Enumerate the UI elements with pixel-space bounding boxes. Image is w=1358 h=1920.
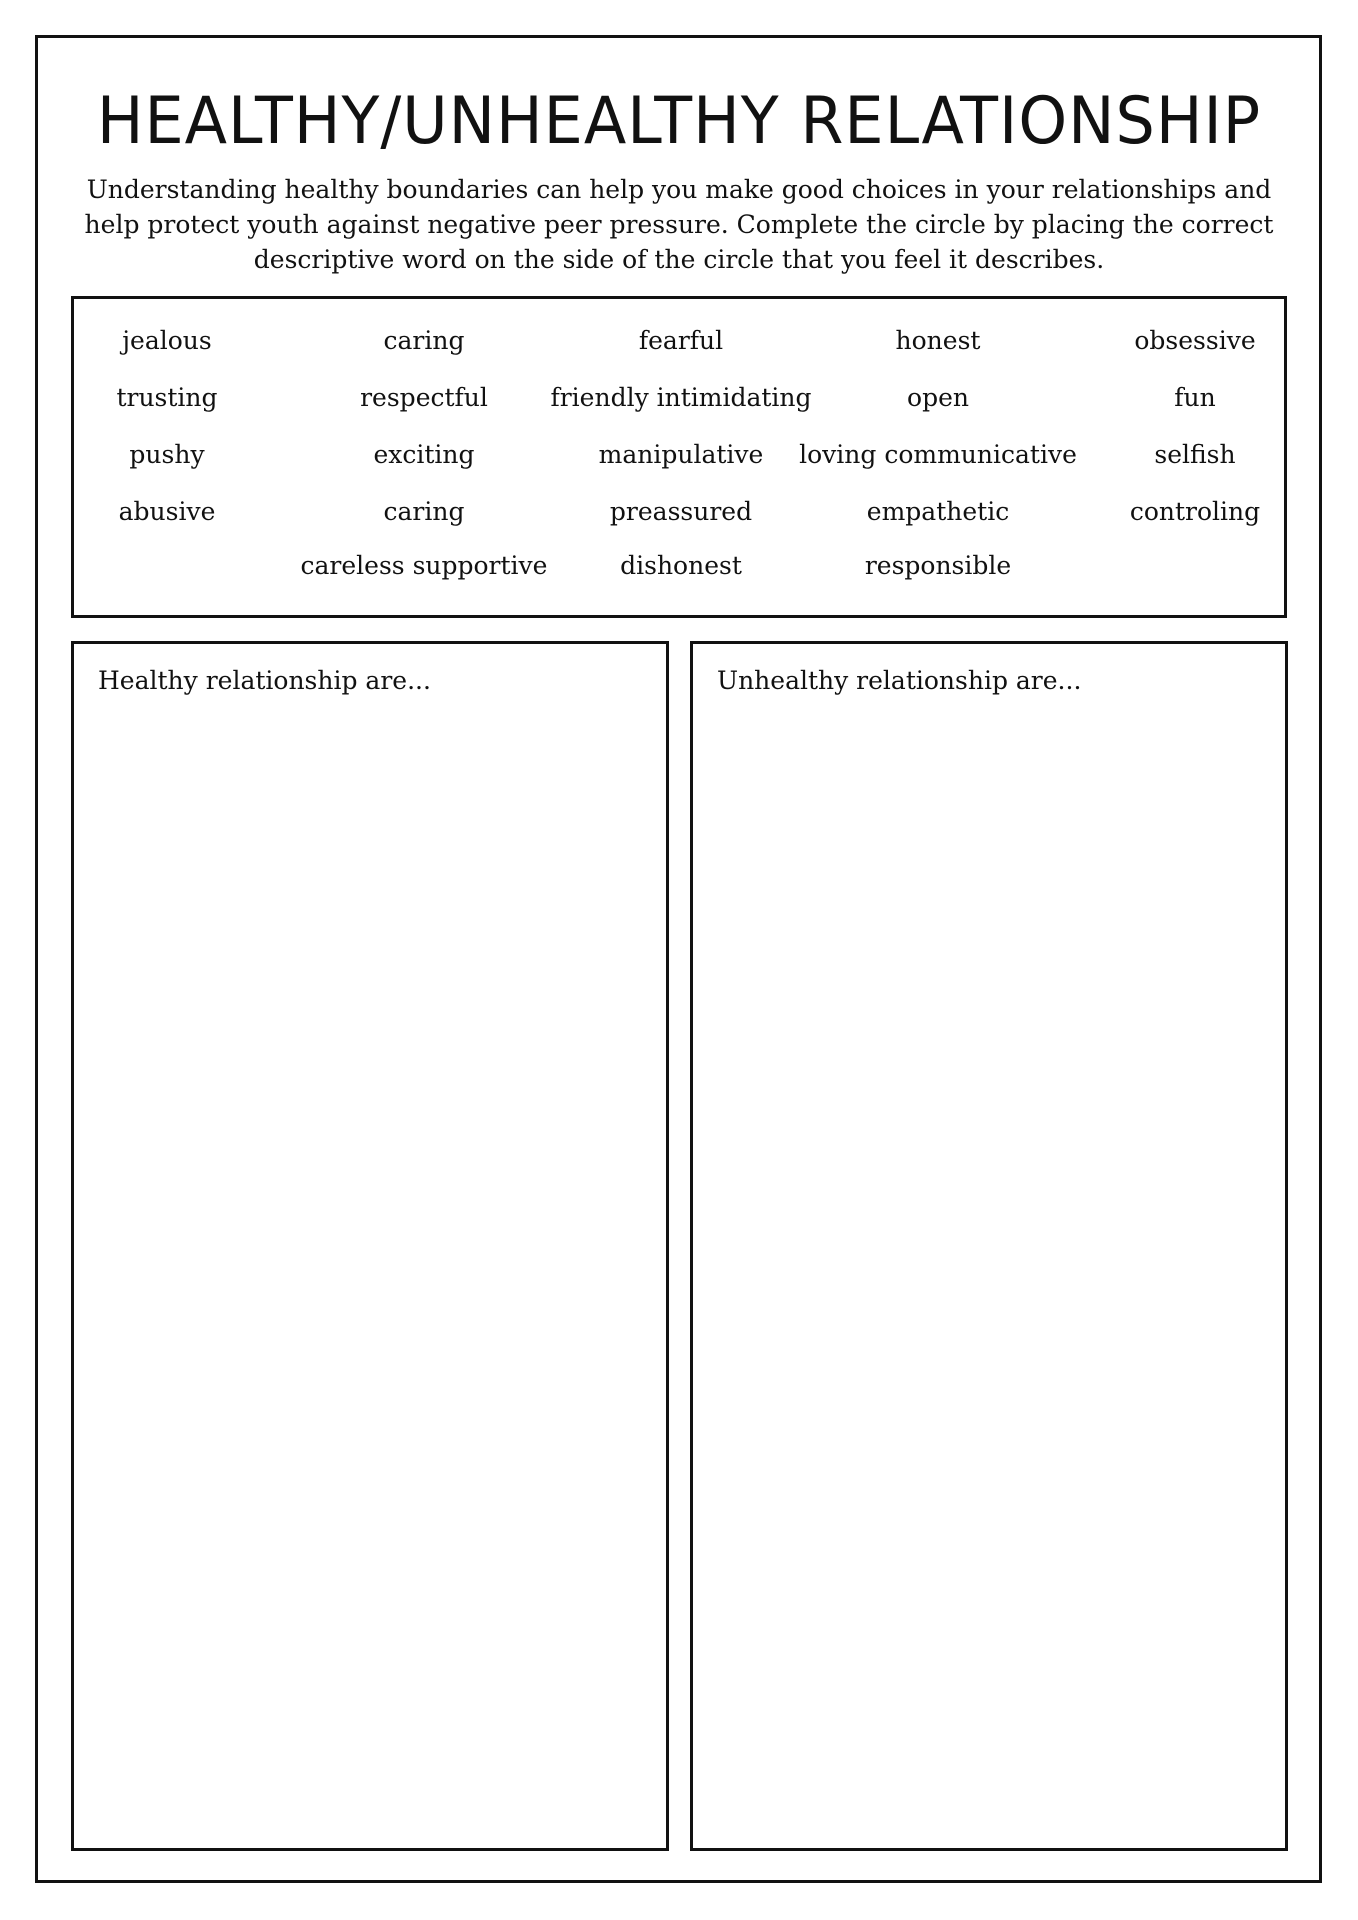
word-bank-box	[71, 296, 1287, 618]
unhealthy-box-label: Unhealthy relationship are...	[717, 666, 1082, 695]
word-bank-item: empathetic	[866, 497, 1010, 526]
healthy-answer-box	[71, 641, 669, 1851]
word-bank-item: pushy	[129, 440, 205, 469]
unhealthy-writing-area[interactable]	[703, 714, 1275, 1838]
word-bank-item: manipulative	[598, 440, 764, 469]
word-bank-item: preassured	[609, 497, 753, 526]
word-bank-item: abusive	[118, 497, 216, 526]
word-bank-item: caring	[383, 497, 465, 526]
healthy-box-label: Healthy relationship are...	[98, 666, 431, 695]
word-bank-item: obsessive	[1134, 326, 1256, 355]
word-bank-item: fun	[1174, 383, 1216, 412]
healthy-writing-area[interactable]	[84, 714, 656, 1838]
word-bank-item: honest	[895, 326, 981, 355]
word-bank-item: respectful	[360, 383, 488, 412]
word-bank-item: caring	[383, 326, 465, 355]
word-bank-item: exciting	[373, 440, 475, 469]
word-bank-item: friendly intimidating	[550, 383, 812, 412]
word-bank-item: fearful	[638, 326, 724, 355]
word-bank-item: trusting	[116, 383, 218, 412]
word-bank-item: loving communicative	[799, 440, 1077, 469]
instructions-text: Understanding healthy boundaries can help you make good choices in your relationships and help protect youth against negative peer pressure. Complete the circle by placing the correct descriptive word on the side of the circle that you feel it describes.	[84, 175, 1274, 274]
word-bank-item: careless supportive	[300, 551, 548, 580]
page-title: HEALTHY/UNHEALTHY RELATIONSHIP	[96, 82, 1262, 159]
word-bank-item: dishonest	[620, 551, 742, 580]
word-bank-item: responsible	[864, 551, 1012, 580]
word-bank-item: selfish	[1154, 440, 1236, 469]
word-bank-item: jealous	[122, 326, 212, 355]
word-bank-item: controling	[1129, 497, 1261, 526]
word-bank-item: open	[907, 383, 969, 412]
unhealthy-answer-box	[690, 641, 1288, 1851]
